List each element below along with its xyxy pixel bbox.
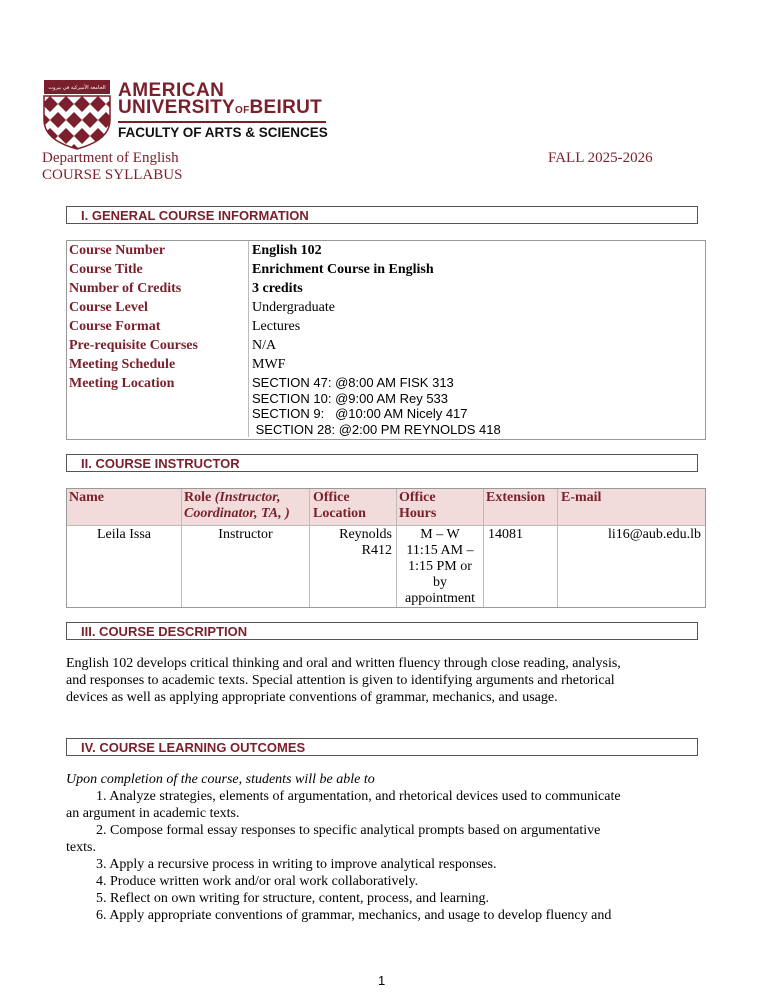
page-number: 1 bbox=[378, 973, 386, 988]
logo-university-word: UNIVERSITY bbox=[118, 97, 236, 118]
header-role-label: Role bbox=[184, 490, 212, 505]
table-row bbox=[67, 260, 705, 279]
section-heading-outcomes: IV. COURSE LEARNING OUTCOMES bbox=[66, 738, 698, 756]
outcome-item: 5. Reflect on own writing for structure, content, process, and learning. bbox=[96, 891, 490, 906]
course-title: Enrichment Course in English bbox=[252, 262, 434, 277]
column-divider bbox=[181, 489, 182, 607]
location-line: SECTION 47: @8:00 AM FISK 313 bbox=[252, 375, 454, 390]
office-room: R412 bbox=[361, 543, 392, 558]
department-name: Department of English bbox=[42, 150, 179, 166]
header-role-note-2: Coordinator, TA, ) bbox=[184, 506, 290, 521]
schedule-label: Meeting Schedule bbox=[67, 355, 249, 374]
header-email: E-mail bbox=[561, 490, 602, 505]
prereq: N/A bbox=[252, 338, 277, 353]
outcome-item: 6. Apply appropriate conventions of grammar, mechanics, and usage to develop fluency and bbox=[96, 908, 612, 923]
course-description bbox=[66, 655, 706, 706]
instructor-table-header bbox=[67, 489, 705, 526]
description-line: English 102 develops critical thinking and oral and written fluency through close reading, analysis, bbox=[66, 656, 621, 671]
section-heading-description: III. COURSE DESCRIPTION bbox=[66, 622, 698, 640]
outcome-item: 3. Apply a recursive process in writing to improve analytical responses. bbox=[96, 857, 497, 872]
shield-logo-icon bbox=[42, 78, 112, 150]
outcome-item-continued: an argument in academic texts. bbox=[66, 806, 240, 821]
instructor-email[interactable]: li16@aub.edu.lb bbox=[608, 527, 701, 542]
course-title-label: Course Title bbox=[67, 260, 249, 279]
table-row bbox=[67, 317, 705, 336]
table-row bbox=[67, 298, 705, 317]
section-heading-instructor: II. COURSE INSTRUCTOR bbox=[66, 454, 698, 472]
prereq-label: Pre-requisite Courses bbox=[67, 336, 249, 355]
logo-arabic-text: الجامعة الأميركية في بيروت bbox=[48, 85, 106, 91]
instructor-name: Leila Issa bbox=[96, 527, 152, 542]
hours-line: by bbox=[433, 575, 447, 590]
header-name: Name bbox=[69, 490, 104, 505]
table-row bbox=[67, 355, 705, 374]
hours-line: M – W bbox=[420, 527, 460, 542]
credits-label: Number of Credits bbox=[67, 279, 249, 298]
outcome-item: 4. Produce written work and/or oral work collaboratively. bbox=[96, 874, 419, 889]
instructor-role: Instructor bbox=[218, 527, 273, 542]
instructor-hours bbox=[397, 527, 483, 607]
header-extension: Extension bbox=[486, 490, 546, 505]
logo-faculty: FACULTY OF ARTS & SCIENCES bbox=[118, 125, 328, 140]
locations bbox=[249, 374, 705, 437]
table-row bbox=[67, 336, 705, 355]
outcome-item: 1. Analyze strategies, elements of argumentation, and rhetorical devices used to communicate bbox=[96, 789, 621, 804]
header-role-note: (Instructor, bbox=[214, 490, 281, 505]
outcome-item-continued: texts. bbox=[66, 840, 96, 855]
aub-logo bbox=[42, 78, 342, 150]
instructor-extension: 14081 bbox=[488, 527, 523, 542]
header-role bbox=[184, 490, 290, 522]
header-office-1: Office bbox=[313, 490, 350, 505]
table-row bbox=[67, 279, 705, 298]
table-row bbox=[67, 241, 705, 260]
credits: 3 credits bbox=[252, 281, 303, 296]
logo-of: OF bbox=[235, 105, 250, 116]
instructor-office bbox=[310, 527, 396, 559]
location-line: SECTION 28: @2:00 PM REYNOLDS 418 bbox=[252, 421, 501, 437]
hours-line: 11:15 AM – bbox=[406, 543, 474, 558]
outcomes-list bbox=[66, 788, 706, 924]
header-hours bbox=[399, 490, 436, 522]
location-label: Meeting Location bbox=[67, 374, 249, 437]
logo-university bbox=[118, 97, 322, 119]
description-line: and responses to academic texts. Special attention is given to identifying arguments and rhetorical bbox=[66, 673, 615, 688]
hours-line: appointment bbox=[405, 591, 475, 606]
table-row bbox=[67, 374, 705, 439]
course-number: English 102 bbox=[252, 243, 322, 258]
header-office bbox=[313, 490, 366, 522]
header-office-2: Location bbox=[313, 506, 366, 521]
description-line: devices as well as applying appropriate conventions of grammar, mechanics, and usage. bbox=[66, 690, 558, 705]
format: Lectures bbox=[252, 319, 301, 334]
document-type: COURSE SYLLABUS bbox=[42, 167, 183, 183]
header-hours-1: Office bbox=[399, 490, 436, 505]
level-label: Course Level bbox=[67, 298, 249, 317]
instructor-table bbox=[66, 488, 706, 608]
course-info-table bbox=[66, 240, 706, 440]
logo-divider bbox=[118, 121, 326, 123]
outcomes-intro: Upon completion of the course, students will be able to bbox=[66, 772, 375, 787]
column-divider bbox=[557, 489, 558, 607]
column-divider bbox=[483, 489, 484, 607]
schedule: MWF bbox=[252, 357, 286, 372]
office-building: Reynolds bbox=[339, 527, 392, 542]
format-label: Course Format bbox=[67, 317, 249, 336]
hours-line: 1:15 PM or bbox=[408, 559, 472, 574]
logo-american: AMERICAN bbox=[118, 80, 225, 101]
department-block bbox=[42, 150, 182, 184]
level: Undergraduate bbox=[252, 300, 335, 315]
section-heading-general: I. GENERAL COURSE INFORMATION bbox=[66, 206, 698, 224]
course-number-label: Course Number bbox=[67, 241, 249, 260]
header-hours-2: Hours bbox=[399, 506, 437, 521]
location-line: SECTION 9: @10:00 AM Nicely 417 bbox=[252, 406, 468, 421]
outcome-item: 2. Compose formal essay responses to specific analytical prompts based on argumentative bbox=[96, 823, 601, 838]
term: FALL 2025-2026 bbox=[548, 150, 653, 166]
logo-beirut: BEIRUT bbox=[249, 97, 323, 118]
location-line: SECTION 10: @9:00 AM Rey 533 bbox=[252, 390, 449, 406]
